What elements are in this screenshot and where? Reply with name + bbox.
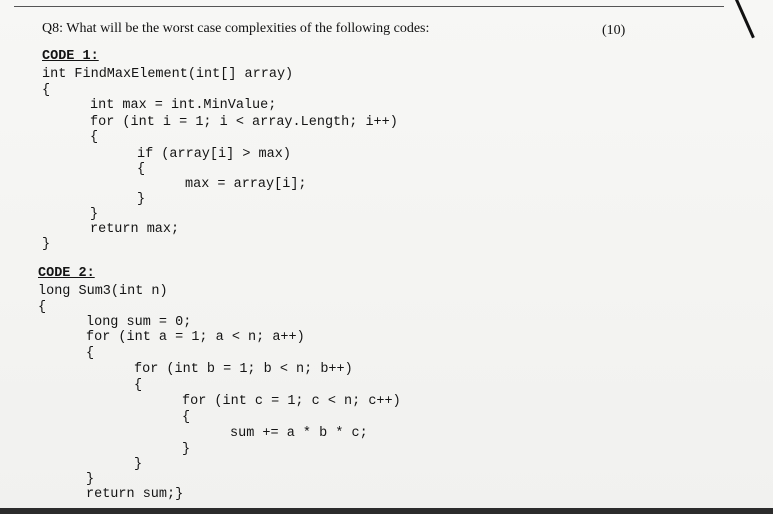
code1-line: int max = int.MinValue; xyxy=(90,98,277,113)
code2-line: { xyxy=(134,378,143,393)
code2-heading: CODE 2: xyxy=(38,266,95,281)
code1-line: if (array[i] > max) xyxy=(137,147,291,162)
code1-line: { xyxy=(90,130,99,145)
code1-line: } xyxy=(90,207,99,222)
code1-line: for (int i = 1; i < array.Length; i++) xyxy=(90,115,398,130)
pen-stroke xyxy=(735,0,755,38)
code2-line: for (int c = 1; c < n; c++) xyxy=(182,394,401,409)
code1-line: max = array[i]; xyxy=(185,177,307,192)
code1-line: int FindMaxElement(int[] array) xyxy=(42,67,294,82)
code2-line: } xyxy=(182,442,191,457)
code1-line: { xyxy=(137,162,146,177)
code2-line: long sum = 0; xyxy=(86,315,192,330)
code2-line: for (int a = 1; a < n; a++) xyxy=(86,330,305,345)
code2-line: } xyxy=(134,457,143,472)
top-rule xyxy=(14,6,724,7)
marks-label: (10) xyxy=(602,23,626,38)
code1-line: { xyxy=(42,83,51,98)
code2-line: for (int b = 1; b < n; b++) xyxy=(134,362,353,377)
code1-heading: CODE 1: xyxy=(42,49,99,64)
code1-line: return max; xyxy=(90,222,180,237)
scan-edge xyxy=(0,508,773,514)
code2-line: long Sum3(int n) xyxy=(38,284,168,299)
code2-line: return sum;} xyxy=(86,487,184,502)
code2-line: { xyxy=(182,410,191,425)
code2-line: sum += a * b * c; xyxy=(230,426,368,441)
code1-line: } xyxy=(42,237,51,252)
code2-line: { xyxy=(86,346,95,361)
code2-line: { xyxy=(38,300,47,315)
code2-line: } xyxy=(86,472,95,487)
question-text: Q8: What will be the worst case complexities of the following codes: xyxy=(42,21,430,36)
code1-line: } xyxy=(137,192,146,207)
